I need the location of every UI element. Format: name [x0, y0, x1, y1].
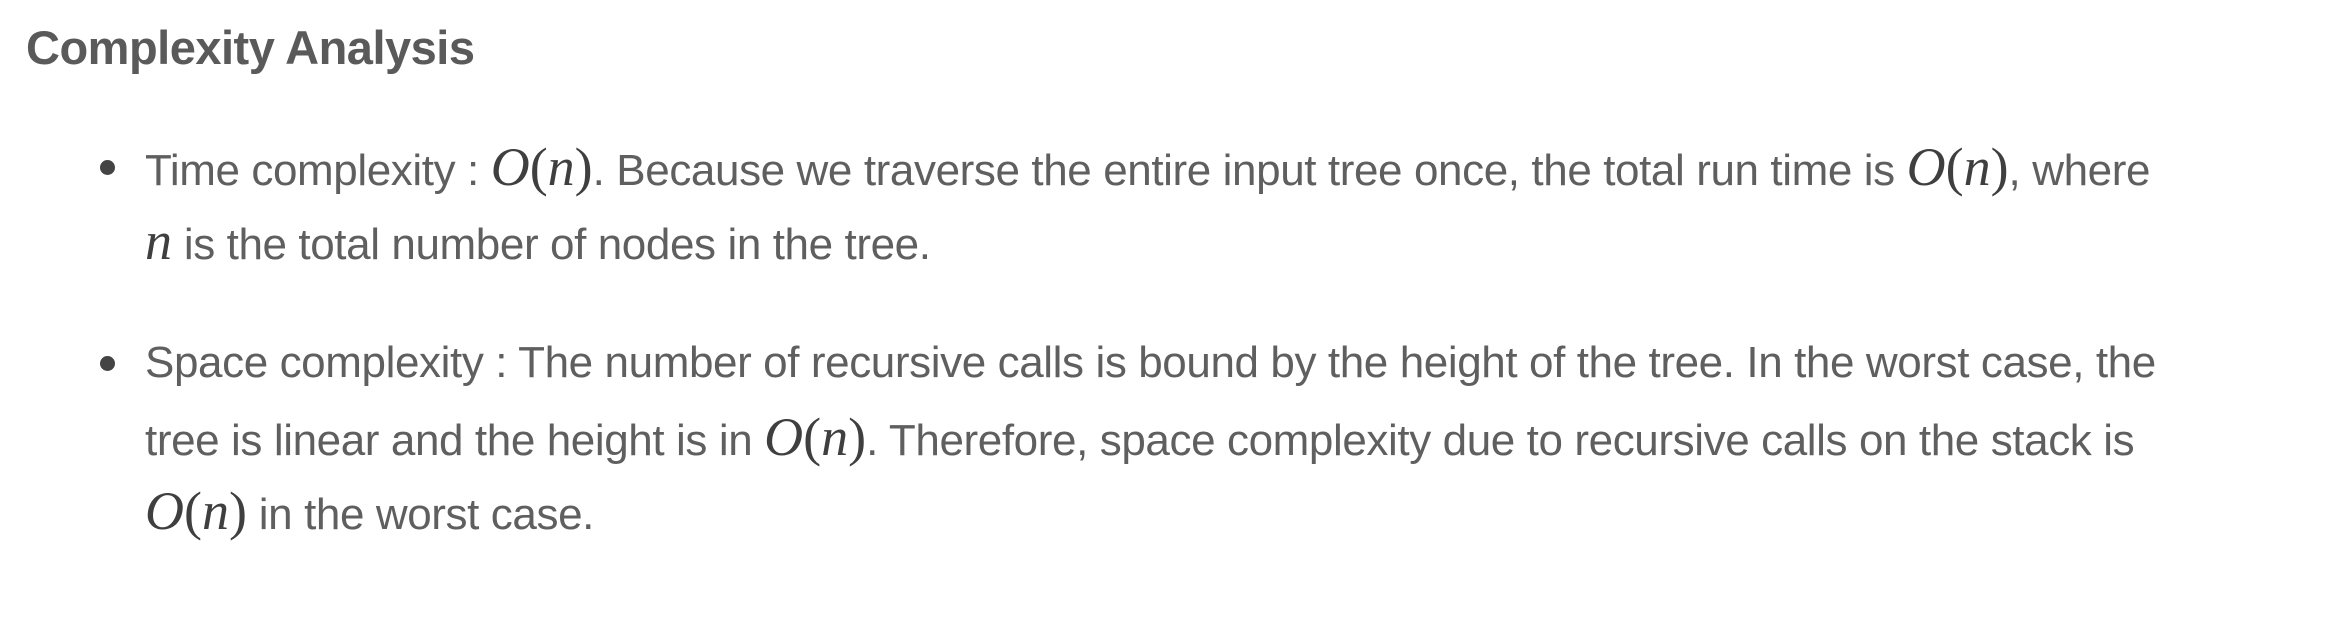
text-run: . Because we traverse the entire input tree once, the total run time is [592, 146, 1907, 195]
text-line [145, 204, 2335, 278]
math-expression: O(n) [145, 481, 247, 541]
text-run: Time complexity : [145, 146, 491, 195]
text-run: Space complexity : The number of recursive calls is bound by the height of the tree. In the worst case, the [145, 338, 2156, 387]
math-expression: O(n) [1906, 137, 2009, 197]
text-run: in the worst case. [246, 490, 594, 539]
list-item-time-complexity [145, 130, 2335, 278]
text-line [145, 326, 2335, 400]
bullet-icon [100, 160, 115, 175]
text-line [145, 400, 2335, 474]
text-run: is the total number of nodes in the tree. [172, 220, 931, 269]
text-line [145, 474, 2335, 548]
text-run: . Therefore, space complexity due to recursive calls on the stack is [866, 416, 2135, 465]
math-variable: n [145, 211, 172, 271]
section-heading: Complexity Analysis [26, 21, 475, 74]
text-run: tree is linear and the height is in [145, 416, 765, 465]
text-run: , where [2008, 146, 2151, 195]
math-expression: O(n) [764, 407, 867, 467]
text-line [145, 130, 2335, 204]
list-item-space-complexity [145, 326, 2335, 548]
bullet-icon [100, 356, 115, 371]
math-expression: O(n) [490, 137, 593, 197]
